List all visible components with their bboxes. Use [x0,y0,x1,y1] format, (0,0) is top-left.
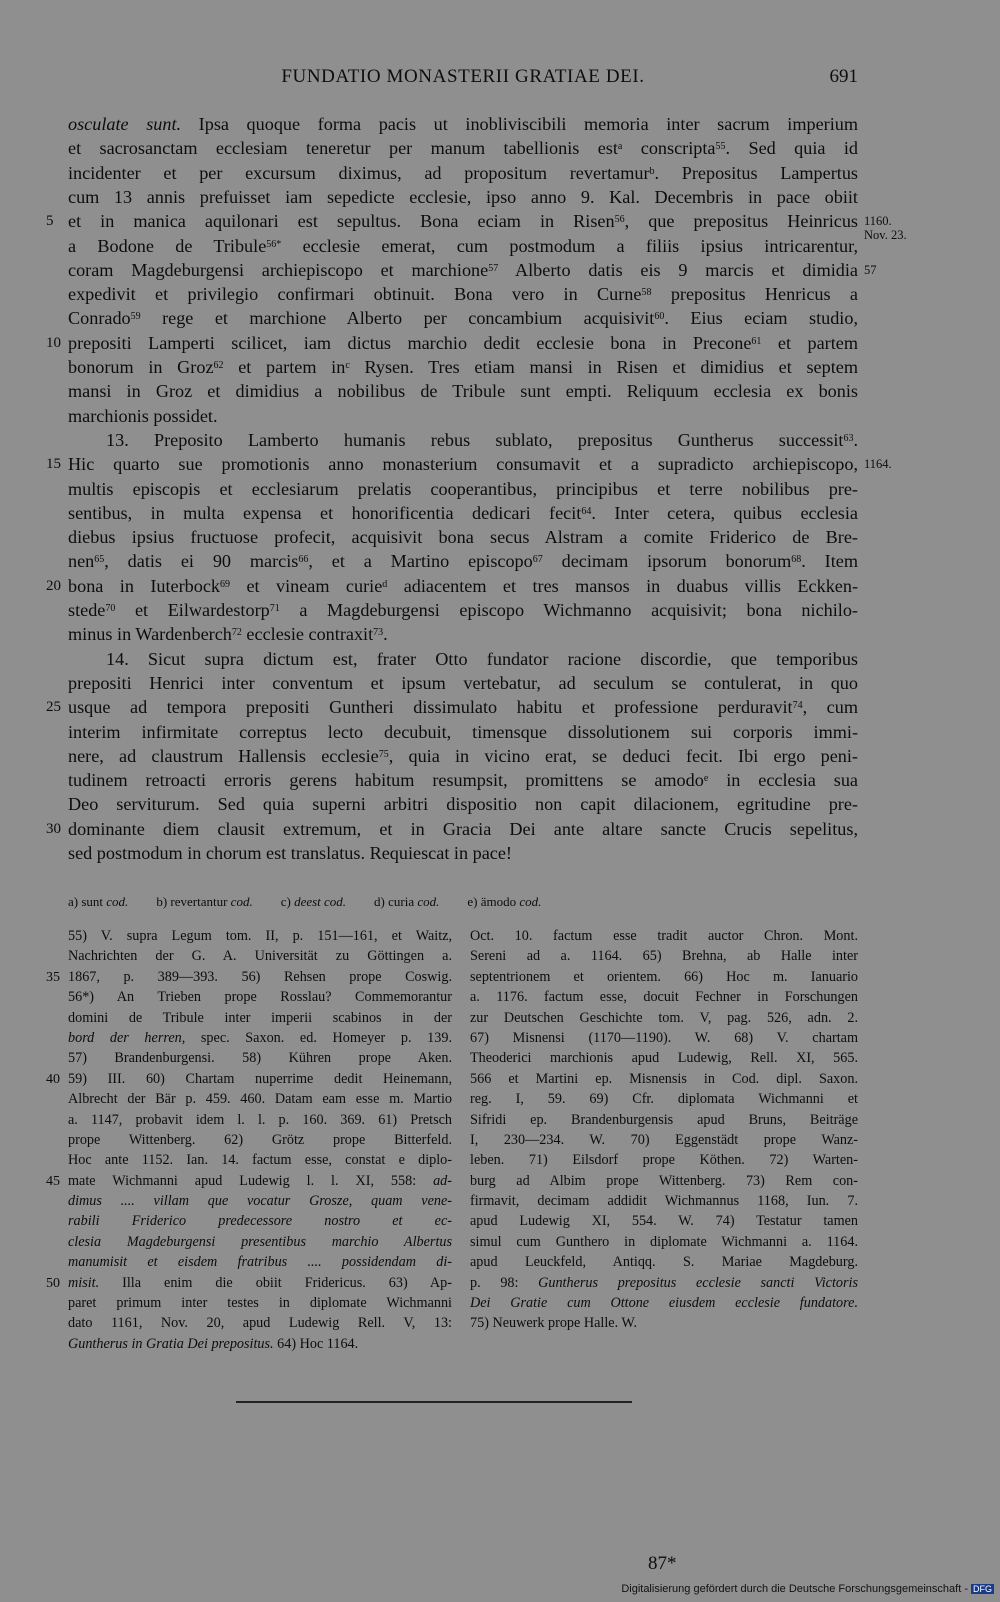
footnote-line: 1867, p. 389—393. 56) Rehsen prope Coswig. [68,968,452,985]
text-line: sentibus, in multa expensa et honorificentia dedicari fecit$^{64}$. Inter cetera, quibus ecclesia [68,502,858,523]
digitization-credit [621,1583,994,1595]
text-line: 14. Sicut supra dictum est, frater Otto fundator racione discordie, que temporibus [106,648,858,669]
margin-note: 1160. [864,214,892,229]
footnote-line: clesia Magdeburgensi presentibus marchio Albertus [68,1233,452,1250]
footnote-line-number: 35 [46,969,60,985]
line-number: 5 [46,213,54,230]
text-line: interim infirmitate correptus lecto decubuit, timensque dissolutionem sui corporis immi- [68,721,858,742]
line-number: 15 [46,456,61,473]
footnote-line: burg ad Albim prope Wittenberg. 73) Rem con- [470,1172,858,1189]
footnotes-right-column [470,926,858,1334]
footnote-line: zur Deutschen Geschichte tom. V, pag. 526, adn. 2. [470,1009,858,1026]
text-line: nen$^{65}$, datis ei 90 marcis$^{66}$, et a Martino episcopo$^{67}$ decimam ipsorum bonorum$^{68}$. Item [68,551,858,572]
footnote-line: Guntherus in Gratia Dei prepositus. 64) Hoc 1164. [68,1335,359,1352]
text-line: prepositi Lamperti scilicet, iam dictus marchio dedit ecclesie bona in Precone$^{61}$ et partem [68,332,858,353]
variant-reading: c) deest cod. [280,894,347,909]
text-line: marchionis possidet. [68,405,218,426]
margin-note: 57 [864,262,877,277]
footnote-line: rabili Friderico predecessore nostro et ec- [68,1213,452,1230]
footnote-line: apud Ludewig XI, 554. W. 74) Testatur tamen [470,1213,858,1230]
margin-note: 1164. [864,457,892,472]
text-line: bonorum in Groz$^{62}$ et partem $in^c$ Rysen. Tres etiam mansi in Risen et dimidius et septem [68,357,858,377]
text-line: dominante diem clausit extremum, et in Gracia Dei ante altare sancte Crucis sepelitus, [68,818,858,839]
text-line: usque ad tempora prepositi Guntheri dissimulato habitu et professione perduravit$^{74}$, cum [68,697,858,718]
footnote-line: 566 et Martini ep. Misnensis in Cod. dipl. Saxon. [470,1070,858,1087]
text-line: Conrado$^{59}$ rege et marchione Alberto per concambium acquisivit$^{60}$. Eius eciam studio, [68,308,859,329]
dfg-logo: DFG [973,1584,992,1594]
text-line: a Bodone de Tribule$^{56*}$ ecclesie emerat, cum postmodum a filiis ipsius intricarentur, [68,235,858,256]
footnote-line: Sereni ad a. 1164. 65) Brehna, ab Halle inter [470,948,858,965]
text-line: diebus ipsius fructuose profecit, acquisivit bona secus Alstram a comite Friderico de Bre- [68,527,858,548]
footnotes-left-column [68,926,452,1354]
credit-text: Digitalisierung gefördert durch die Deutsche Forschungsgemeinschaft - [621,1583,968,1595]
running-title: FUNDATIO MONASTERII GRATIAE DEI. [281,66,645,87]
footnote-line: apud Leuckfeld, Antiqq. S. Mariae Magdeburg. [470,1254,858,1271]
text-line: Hic quarto sue promotionis anno monasterium consumavit et a supradicto archiepiscopo, [68,454,858,475]
footnote-line: 59) III. 60) Chartam nuperrime dedit Heinemann, [68,1070,452,1087]
variant-reading: b) revertantur cod. [156,894,253,909]
footnote-line: domini de Tribule inter imperii scabinos in der [68,1009,452,1026]
footnote-line: 56*) An Trieben prope Rosslau? Commemorantur [68,989,452,1006]
text-line: et sacrosanctam ecclesiam teneretur per manum tabellionis est$^a$ conscripta$^{55}$. Sed quia id [68,138,858,159]
footnote-line: firmavit, decimam addidit Wichmannus 1168, Iun. 7. [470,1193,858,1210]
footnote-line: misit. Illa enim die obiit Fridericus. 63) Ap- [68,1274,452,1291]
variant-reading: d) curia cod. [374,894,440,909]
text-line: coram Magdeburgensi archiepiscopo et marchione$^{57}$ Alberto datis eis 9 marcis et dimidia [68,259,858,280]
footnote-line-number: 50 [46,1275,60,1291]
margin-note: Nov. 23. [864,227,907,242]
text-line: nere, ad claustrum Hallensis ecclesie$^{75}$, quia in vicino erat, se deduci fecit. Ibi ergo peni- [68,745,858,766]
text-line: osculate sunt. Ipsa quoque forma pacis ut inobliviscibili memoria inter sacrum imperium [68,114,858,134]
text-line: minus in Wardenberch$^{72}$ ecclesie contraxit$^{73}$. [68,624,388,645]
footnote-line: Oct. 10. factum esse tradit auctor Chron. Mont. [470,928,858,944]
page-header [68,66,858,96]
text-line: bona in Iuterbock$^{69}$ et vineam curie$^d$ adiacentem et tres mansos in duabus villis Eckken- [68,575,859,596]
line-number: 25 [46,699,61,716]
footnote-line: dimus .... villam que vocatur Grosze, quam vene- [68,1193,452,1210]
footnote-line: paret primum inter testes in diplomate Wichmanni [68,1295,452,1312]
footnote-line-number: 40 [46,1071,60,1087]
end-rule [236,1401,632,1403]
signature-mark: 87* [648,1553,677,1574]
text-line: cum 13 annis prefuisset iam sepedicte ecclesie, ipso anno 9. Kal. Decembris in pace obiit [68,186,858,207]
variant-reading: a) sunt cod. [68,894,129,909]
text-line: et in manica aquilonari est sepultus. Bona eciam in Risen$^{56}$, que prepositus Heinricus [68,211,858,232]
text-line: multis episcopis et ecclesiarum prelatis cooperantibus, principibus et terre nobilibus pre- [68,478,858,499]
text-line: 13. Preposito Lamberto humanis rebus sublato, prepositus Guntherus successit$^{63}$. [106,429,858,450]
footnote-line: prope Wittenberg. 62) Grötz prope Bitterfeld. [68,1131,452,1148]
footnote-line-number: 45 [46,1173,60,1189]
text-line: tudinem retroacti erroris gerens habitum resumpsit, promittens se amodo$^e$ in ecclesia sua [68,770,859,791]
text-line: Deo serviturum. Sed quia superni arbitri dispositio non capit dilacionem, egritudine pre- [68,794,858,815]
page-number: 691 [829,66,858,87]
footnote-line: Hoc ante 1152. Ian. 14. factum esse, constat e diplo- [68,1152,452,1169]
footnote-line: manumisit et eisdem fratribus .... possidendam di- [68,1254,452,1271]
footnote-line: Theoderici marchionis apud Ludewig, Rell. XI, 565. [470,1050,858,1067]
footnote-line: simul cum Gunthero in diplomate Wichmanni a. 1164. [470,1233,858,1250]
footnote-line: Dei Gratie cum Ottone eiusdem ecclesie fundatore. [470,1295,858,1312]
footnote-line: bord der herren, spec. Saxon. ed. Homeyer p. 139. [68,1029,452,1046]
footnote-line: 75) Neuwerk prope Halle. W. [470,1315,638,1332]
variant-reading: e) ämodo cod. [467,894,542,909]
footnote-line: p. 98: Guntherus prepositus ecclesie sancti Victoris [470,1274,858,1291]
footnote-line: 67) Misnensi (1170—1190). W. 68) V. chartam [470,1029,858,1046]
footnote-line: reg. I, 59. 69) Cfr. diplomata Wichmanni et [470,1091,858,1108]
footnote-line: Albrecht der Bär p. 459. 460. Datam eam esse m. Martio [68,1091,452,1108]
footnote-line: a. 1147, probavit idem l. l. p. 160. 369. 61) Pretsch [68,1111,452,1128]
footnote-line: Sifridi ep. Brandenburgensis apud Bruns, Beiträge [470,1111,858,1128]
footnote-line: dato 1161, Nov. 20, apud Ludewig Rell. V, 13: [68,1315,452,1332]
footnote-line: septentrionem et orientem. 66) Hoc m. Ianuario [470,968,858,985]
footnote-line: 55) V. supra Legum tom. II, p. 151—161, et Waitz, [68,928,452,944]
text-line: stede$^{70}$ et Eilwardestorp$^{71}$ a Magdeburgensi episcopo Wichmanno acquisivit; bona nichilo- [68,600,858,620]
variant-readings [68,894,858,910]
footnote-line: Nachrichten der G. A. Universität zu Göttingen a. [68,948,452,965]
footnote-line: leben. 71) Eilsdorf prope Köthen. 72) Warten- [470,1152,858,1169]
line-number: 20 [46,577,61,594]
text-line: mansi in Groz et dimidius a nobilibus de Tribule sunt empti. Reliquum ecclesia ex bonis [68,381,858,402]
text-line: prepositi Henrici inter conventum et ipsum vertebatur, ad seculum se contulerat, in quo [68,672,858,693]
line-number: 10 [46,334,61,351]
text-line: sed postmodum in chorum est translatus. Requiescat in pace! [68,843,512,863]
line-number: 30 [46,820,61,837]
text-line: expedivit et privilegio confirmari obtinuit. Bona vero in Curne$^{58}$ prepositus Henricus a [68,284,858,305]
footnote-line: 57) Brandenburgensi. 58) Kühren prope Aken. [68,1050,452,1067]
footnote-line: a. 1176. factum esse, docuit Fechner in Forschungen [470,989,858,1006]
footnote-line: I, 230—234. W. 70) Eggenstädt prope Wanz- [470,1131,858,1148]
footnote-line: mate Wichmanni apud Ludewig l. l. XI, 558: ad- [68,1172,452,1189]
text-line: incidenter et per excursum diximus, ad propositum revertamur$^b$. Prepositus Lampertus [68,162,858,183]
